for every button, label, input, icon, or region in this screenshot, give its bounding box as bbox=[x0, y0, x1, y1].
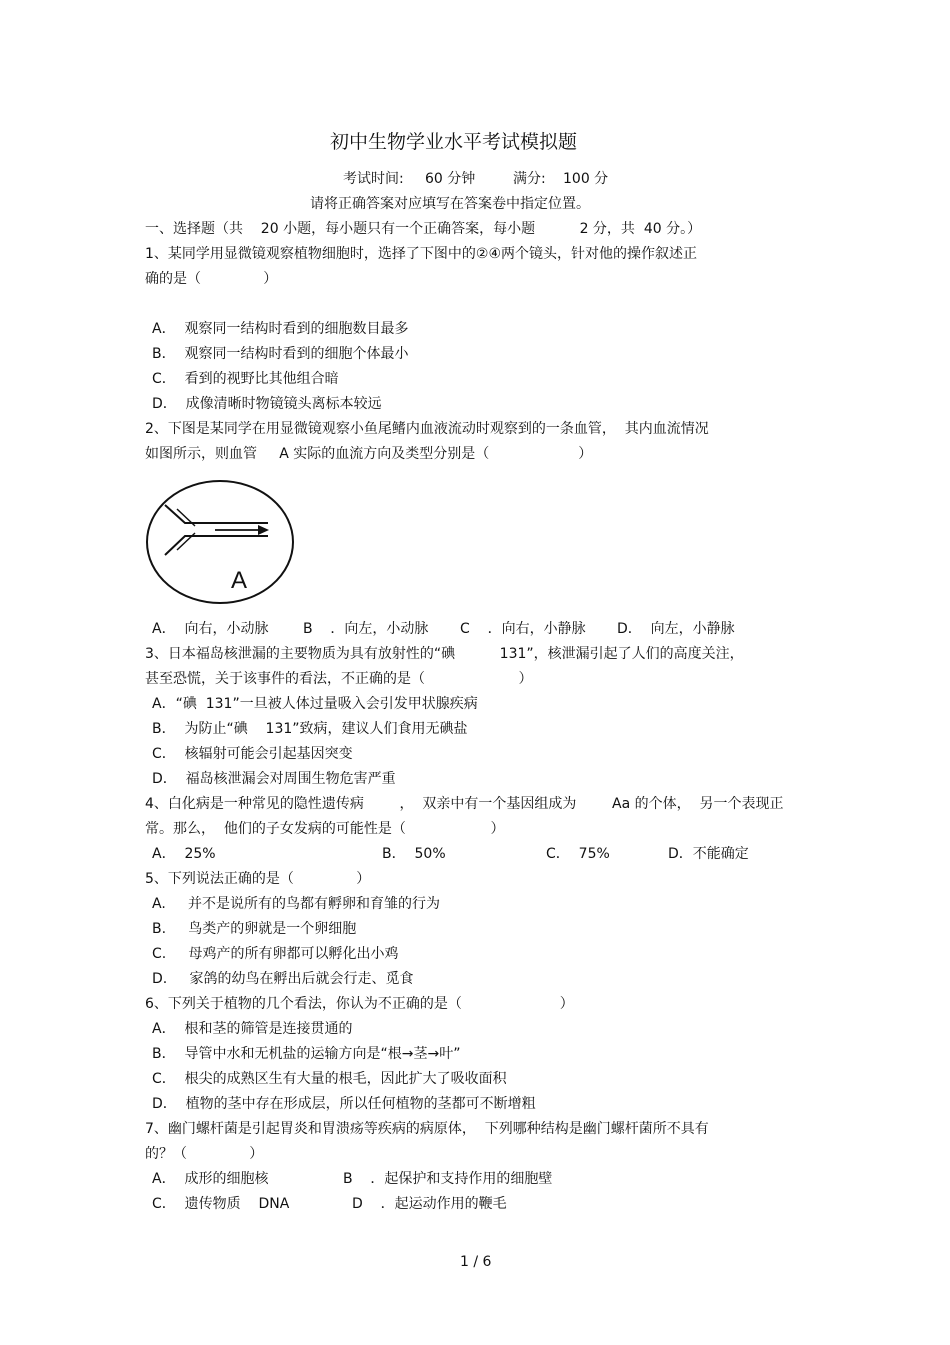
q5-option-b: B. 鸟类产的卵就是一个卵细胞 bbox=[152, 921, 357, 937]
q3-option-a: A．“碘 131”一旦被人体过量吸入会引发甲状腺疾病 bbox=[152, 696, 478, 712]
q1-option-c: C． 看到的视野比其他组合暗 bbox=[152, 371, 339, 387]
q4-stem-line1: 4、白化病是一种常见的隐性遗传病 ， 双亲中有一个基因组成为 Aa 的个体， 另一个表现正 bbox=[145, 796, 784, 812]
q2-option-c: C ．向右，小静脉 bbox=[460, 621, 586, 637]
q3-option-c: C． 核辐射可能会引起基因突变 bbox=[152, 746, 353, 762]
q1-stem-line1: 1、某同学用显微镜观察植物细胞时，选择了下图中的②④两个镜头，针对他的操作叙述正 bbox=[145, 246, 698, 262]
q5-stem-line1: 5、下列说法正确的是（ ） bbox=[145, 871, 371, 887]
page-title: 初中生物学业水平考试模拟题 bbox=[330, 131, 578, 153]
q4-option-b: B． 50% bbox=[382, 846, 446, 862]
q3-option-b: B． 为防止“碘 131”致病，建议人们食用无碘盐 bbox=[152, 721, 468, 737]
q7-option-c: C． 遗传物质 DNA bbox=[152, 1196, 290, 1212]
q7-option-b: B ．起保护和支持作用的细胞壁 bbox=[343, 1171, 553, 1187]
q1-option-b: B． 观察同一结构时看到的细胞个体最小 bbox=[152, 346, 409, 362]
q6-stem-line1: 6、下列关于植物的几个看法，你认为不正确的是（ ） bbox=[145, 996, 574, 1012]
answer-instruction: 请将正确答案对应填写在答案卷中指定位置。 bbox=[310, 196, 590, 212]
q5-option-d: D. 家鸽的幼鸟在孵出后就会行走、觅食 bbox=[152, 971, 414, 987]
q3-stem-line2: 甚至恐慌，关于该事件的看法，不正确的是（ ） bbox=[145, 671, 533, 687]
page-number: 1 / 6 bbox=[460, 1254, 492, 1270]
q3-option-d: D． 福岛核泄漏会对周围生物危害严重 bbox=[152, 771, 396, 787]
q4-option-c: C． 75% bbox=[546, 846, 610, 862]
q7-option-a: A． 成形的细胞核 bbox=[152, 1171, 269, 1187]
vessel-label-a: A bbox=[231, 567, 248, 594]
exam-time-label: 考试时间: bbox=[343, 171, 404, 187]
q5-option-a: A. 并不是说所有的鸟都有孵卵和育雏的行为 bbox=[152, 896, 441, 912]
q2-stem-line2: 如图所示，则血管 A 实际的血流方向及类型分别是（ ） bbox=[145, 446, 593, 462]
q6-option-d: D． 植物的茎中存在形成层，所以任何植物的茎都可不断增粗 bbox=[152, 1096, 536, 1112]
q2-stem-line1: 2、下图是某同学在用显微镜观察小鱼尾鳍内血液流动时观察到的一条血管， 其内血流情况 bbox=[145, 421, 709, 437]
exam-time-value: 60 分钟 bbox=[425, 171, 476, 187]
full-score-label: 满分: bbox=[513, 171, 546, 187]
microscope-field-circle bbox=[147, 481, 293, 603]
blood-vessel-figure bbox=[143, 478, 303, 606]
q4-option-d: D．不能确定 bbox=[668, 846, 749, 862]
vessel-upper-branch bbox=[165, 505, 268, 523]
flow-arrow-head bbox=[258, 525, 269, 535]
q7-option-d: D ．起运动作用的鞭毛 bbox=[352, 1196, 507, 1212]
q2-option-a: A． 向右，小动脉 bbox=[152, 621, 269, 637]
q7-stem-line2: 的？（ ） bbox=[145, 1146, 264, 1162]
q5-option-c: C. 母鸡产的所有卵都可以孵化出小鸡 bbox=[152, 946, 399, 962]
q6-option-c: C． 根尖的成熟区生有大量的根毛，因此扩大了吸收面积 bbox=[152, 1071, 507, 1087]
q4-option-a: A． 25% bbox=[152, 846, 216, 862]
q6-option-a: A． 根和茎的筛管是连接贯通的 bbox=[152, 1021, 353, 1037]
q1-stem-line2: 确的是（ ） bbox=[145, 271, 278, 287]
q6-option-b: B． 导管中水和无机盐的运输方向是“根→茎→叶” bbox=[152, 1046, 461, 1062]
q4-stem-line2: 常。那么， 他们的子女发病的可能性是（ ） bbox=[145, 821, 505, 837]
section-heading: 一、选择题（共 20 小题，每小题只有一个正确答案，每小题 2 分，共 40 分。） bbox=[145, 221, 702, 237]
q1-option-d: D． 成像清晰时物镜镜头离标本较远 bbox=[152, 396, 382, 412]
q7-stem-line1: 7、幽门螺杆菌是引起胃炎和胃溃疡等疾病的病原体， 下列哪种结构是幽门螺杆菌所不具有 bbox=[145, 1121, 709, 1137]
q2-option-d: D． 向左，小静脉 bbox=[617, 621, 735, 637]
vessel-lower-branch bbox=[165, 536, 268, 555]
q1-option-a: A． 观察同一结构时看到的细胞数目最多 bbox=[152, 321, 409, 337]
full-score-value: 100 分 bbox=[563, 171, 609, 187]
q3-stem-line1: 3、日本福岛核泄漏的主要物质为具有放射性的“碘 131”，核泄漏引起了人们的高度关注， bbox=[145, 646, 744, 662]
q2-option-b: B ．向左，小动脉 bbox=[303, 621, 429, 637]
